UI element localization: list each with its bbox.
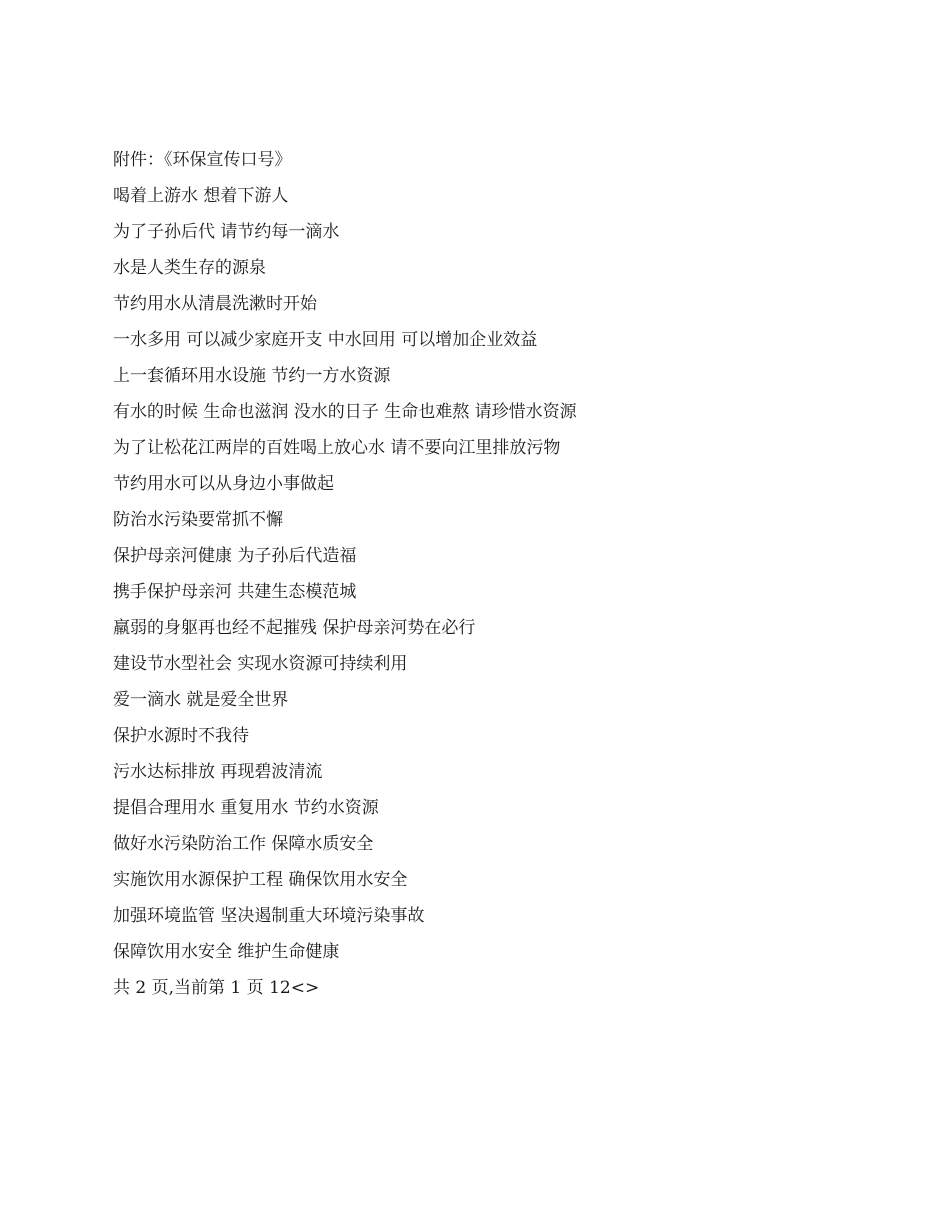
slogan-line: 做好水污染防治工作 保障水质安全 [113, 834, 374, 854]
slogan-line: 保障饮用水安全 维护生命健康 [113, 942, 340, 962]
slogan-line: 携手保护母亲河 共建生态模范城 [113, 582, 357, 602]
slogan-line: 建设节水型社会 实现水资源可持续利用 [113, 654, 408, 674]
slogan-line: 一水多用 可以减少家庭开支 中水回用 可以增加企业效益 [113, 330, 538, 350]
slogan-line: 提倡合理用水 重复用水 节约水资源 [113, 798, 379, 818]
slogan-line: 保护母亲河健康 为子孙后代造福 [113, 546, 357, 566]
slogan-line: 防治水污染要常抓不懈 [113, 510, 283, 530]
slogan-line: 有水的时候 生命也滋润 没水的日子 生命也难熬 请珍惜水资源 [113, 402, 577, 422]
slogan-line: 羸弱的身躯再也经不起摧残 保护母亲河势在必行 [113, 618, 476, 638]
slogan-line: 保护水源时不我待 [113, 726, 249, 746]
next-page-link[interactable]: > [304, 978, 320, 998]
page-1-link[interactable]: 1 [269, 978, 280, 998]
slogan-line: 喝着上游水 想着下游人 [113, 186, 289, 206]
document-body [113, 142, 893, 1006]
pagination-summary: 共 2 页,当前第 1 页 [113, 978, 270, 998]
slogan-line: 上一套循环用水设施 节约一方水资源 [113, 366, 391, 386]
pagination [113, 970, 893, 1006]
slogan-line: 为了让松花江两岸的百姓喝上放心水 请不要向江里排放污物 [113, 438, 561, 458]
slogan-line: 节约用水可以从身边小事做起 [113, 474, 334, 494]
slogan-line: 水是人类生存的源泉 [113, 258, 266, 278]
slogan-line: 节约用水从清晨洗漱时开始 [113, 294, 317, 314]
page-2-link[interactable]: 2 [279, 978, 291, 998]
slogan-line: 为了子孙后代 请节约每一滴水 [113, 222, 340, 242]
slogan-line: 加强环境监管 坚决遏制重大环境污染事故 [113, 906, 425, 926]
slogan-line: 污水达标排放 再现碧波清流 [113, 762, 323, 782]
slogan-line: 实施饮用水源保护工程 确保饮用水安全 [113, 870, 408, 890]
document-heading: 附件：《环保宣传口号》 [113, 150, 292, 170]
prev-page-link[interactable]: < [290, 978, 305, 998]
slogan-line: 爱一滴水 就是爱全世界 [113, 690, 289, 710]
